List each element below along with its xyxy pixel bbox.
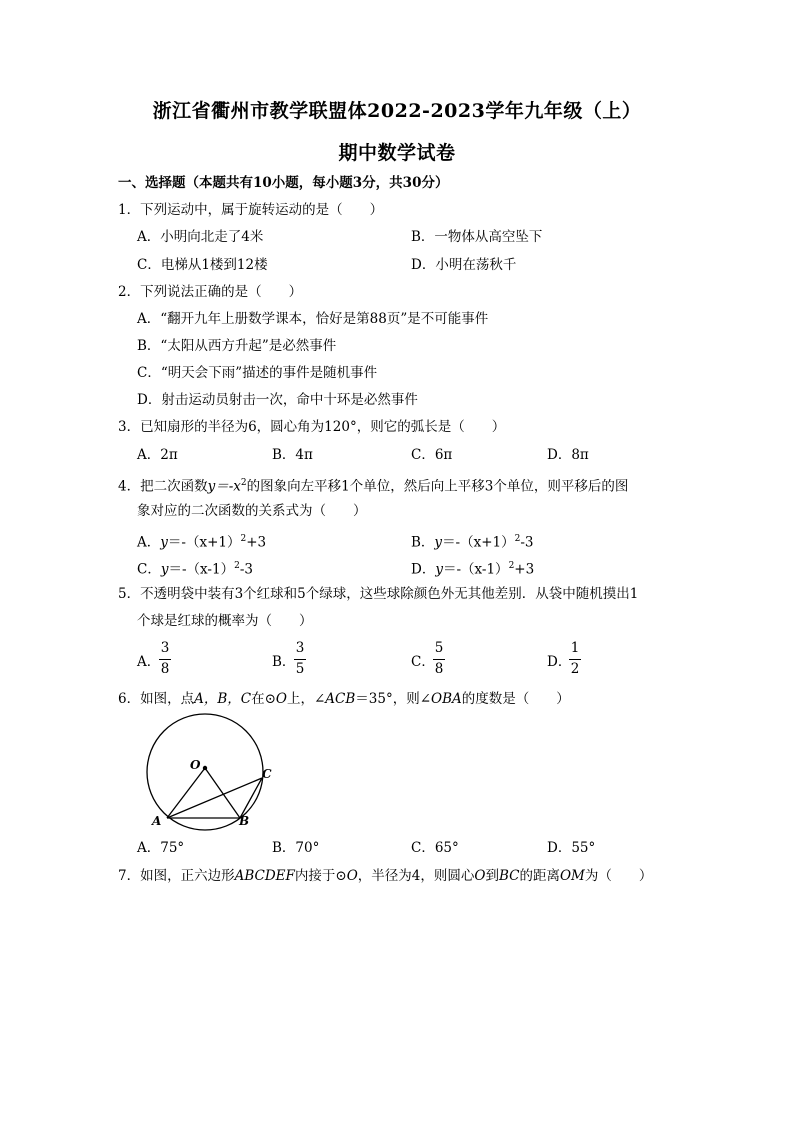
- center-point: [203, 766, 207, 770]
- circle-figure: [140, 712, 280, 832]
- question-2-option-c: C．“明天会下雨”描述的事件是随机事件: [137, 365, 378, 381]
- question-3-option-c: C．6π: [411, 447, 453, 463]
- question-6-option-a: A．75°: [137, 840, 185, 856]
- paper-title: 浙江省衢州市教学联盟体2022-2023学年九年级（上）: [152, 100, 642, 122]
- label-o: O: [190, 758, 201, 772]
- question-3-option-b: B．4π: [272, 447, 313, 463]
- fraction-numerator: 3: [160, 640, 170, 656]
- section-heading: 一、选择题（本题共有10小题，每小题3分，共30分）: [118, 175, 449, 191]
- question-4-stem-continued: 象对应的二次函数的关系式为（ ）: [137, 503, 367, 519]
- segment-bc: [240, 778, 262, 818]
- question-6-stem: 6．如图，点A，B，C在⊙O上，∠ACB＝35°，则∠OBA的度数是（ ）: [118, 691, 570, 707]
- fraction-denominator: 8: [434, 661, 444, 677]
- fraction-denominator: 5: [295, 661, 305, 677]
- question-5-stem-continued: 个球是红球的概率为（ ）: [137, 613, 313, 629]
- question-6-option-b: B．70°: [272, 840, 320, 856]
- question-4-option-a: A．$y=-(x+1)^2+3$: [137, 534, 267, 551]
- question-4-option-b: B．$y=-(x+1)^2-3$: [411, 534, 534, 551]
- question-6-option-d: D．55°: [547, 840, 596, 856]
- question-2-option-b: B．“太阳从西方升起”是必然事件: [137, 338, 337, 354]
- question-3-option-d: D．8π: [547, 447, 589, 463]
- fraction-denominator: 8: [160, 661, 170, 677]
- segment-ob: [205, 768, 240, 818]
- question-7-stem: 7．如图，正六边形ABCDEF内接于⊙O，半径为4，则圆心O到BC的距离OM为（ ）: [118, 868, 653, 884]
- fraction-numerator: 1: [570, 640, 580, 656]
- label-a: A: [152, 814, 162, 828]
- label-c: C: [262, 767, 272, 781]
- question-3-stem: 3．已知扇形的半径为6，圆心角为120°，则它的弧长是（ ）: [118, 419, 506, 435]
- question-3-option-a: A．2π: [137, 447, 178, 463]
- paper-subtitle: 期中数学试卷: [338, 142, 456, 164]
- question-6-option-c: C．65°: [411, 840, 459, 856]
- question-1-option-d: D．小明在荡秋千: [411, 257, 517, 273]
- fraction-denominator: 2: [570, 661, 580, 677]
- question-1-option-b: B．一物体从高空坠下: [411, 229, 543, 245]
- question-2-stem: 2．下列说法正确的是（ ）: [118, 284, 303, 300]
- label-b: B: [239, 814, 250, 828]
- circle-o: [147, 714, 263, 830]
- question-4-option-d: D．$y=-(x-1)^2+3$: [411, 561, 535, 578]
- question-1-option-a: A．小明向北走了4米: [137, 229, 264, 245]
- question-4-stem: 4．把二次函数$y=-x^2$的图象向左平移1个单位，然后向上平移3个单位，则平移后的图: [118, 478, 629, 495]
- question-2-option-a: A．“翻开九年上册数学课本，恰好是第88页”是不可能事件: [137, 311, 489, 327]
- fraction-numerator: 3: [295, 640, 305, 656]
- fraction-numerator: 5: [434, 640, 444, 656]
- question-2-option-d: D．射击运动员射击一次，命中十环是必然事件: [137, 392, 418, 408]
- question-4-option-c: C．$y=-(x-1)^2-3$: [137, 561, 253, 578]
- question-5-stem: 5．不透明袋中装有3个红球和5个绿球，这些球除颜色外无其他差别．从袋中随机摸出1: [118, 586, 639, 602]
- question-1-option-c: C．电梯从1楼到12楼: [137, 257, 268, 273]
- question-1-stem: 1．下列运动中，属于旋转运动的是（ ）: [118, 202, 384, 218]
